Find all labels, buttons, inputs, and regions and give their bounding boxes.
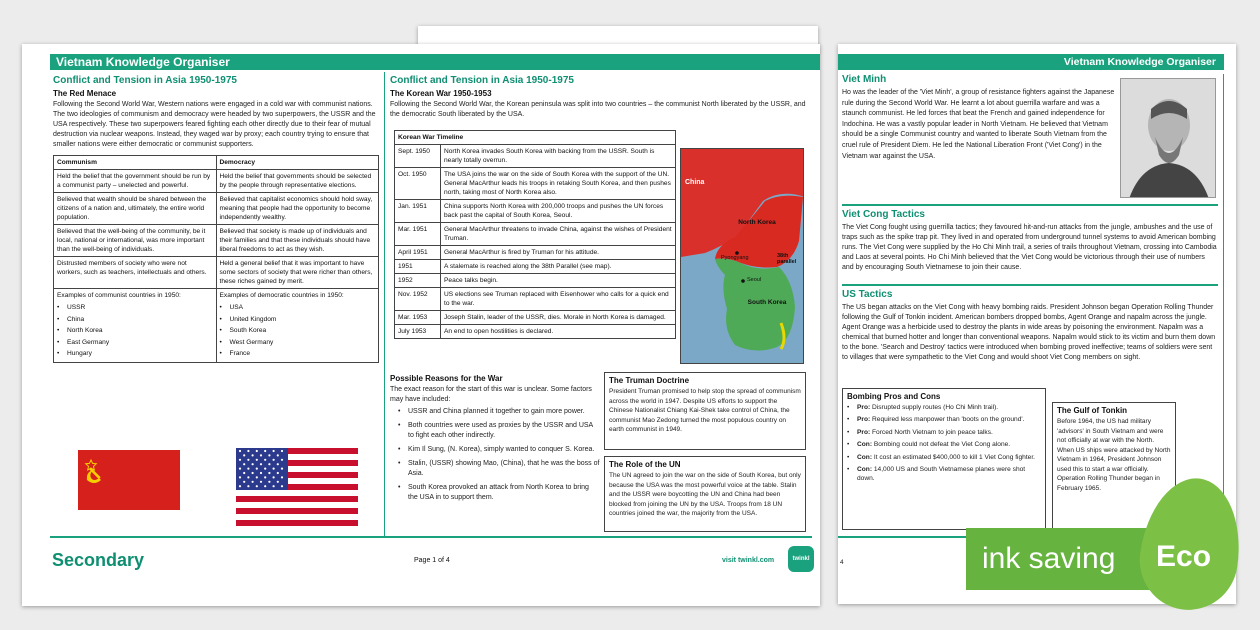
reasons-intro: The exact reason for the start of this war is unclear. Some factors may have included: [390, 386, 592, 403]
un-text: The UN agreed to join the war on the side of South Korea, but only because the USA was the most powerful voice at the table. Stalin and the USSR were boycotting the UN and China had been blocked from joining the UN by the USA. Troops from 18 UN countries joined the war, the majority from the USA. [609, 472, 801, 517]
ho-chi-minh-photo [1120, 78, 1216, 198]
timeline-event: A stalemate is reached along the 38th Parallel (see map). [441, 260, 676, 274]
timeline-row [395, 260, 676, 274]
timeline-row [395, 200, 676, 223]
page-2-header: Vietnam Knowledge Organiser [838, 54, 1224, 70]
bombing-item: • Pro: Required less manpower than 'boots on the ground'. [847, 415, 1041, 424]
viet-minh-text: Ho was the leader of the 'Viet Minh', a group of resistance fighters against the Japanese rule during the Second World War. He learnt a lot about guerrilla warfare and was a staunch communist. He led forces that beat the French and gained independence for Indochina. He was a vastly popular leader in North Vietnam. He believed that Vietnam should be a single Communist country and wanted to liberate South Vietnam from the cruel rule of President Diem. He led the National Liberation Front ('Viet Cong') in the Vietnam war against the USA. [842, 89, 1115, 160]
timeline-event: General MacArthur is fired by Truman for his attitude. [441, 246, 676, 260]
timeline-row [395, 168, 676, 200]
bombing-title: Bombing Pros and Cons [847, 392, 941, 401]
korean-war-heading: The Korean War 1950-1953 [390, 89, 492, 98]
reasons-title: Possible Reasons for the War [390, 374, 503, 383]
us-tactics-title: US Tactics [842, 289, 893, 300]
communist-examples: Examples of communist countries in 1950: • USSR • China • North Korea • East Germany • Hungary [54, 289, 217, 363]
map-label-north-korea: North Korea [738, 219, 776, 226]
timeline-date: Oct. 1950 [395, 168, 441, 200]
map-label-pyongyang: Pyongyang [721, 255, 749, 261]
viet-cong-tactics-text: The Viet Cong fought using guerrilla tactics; they favoured hit-and-run attacks from the jungle, ambushes and the use of traps such as the spike trap pit. They lived in and operated from underground tunnel systems to avoid American bombing runs. The Viet Cong were supplied by the Ho Chi Minh trail, a series of trails throughout Vietnam, crossing into Cambodia and Laos at several points. Ho Chi Minh believed that the Viet Cong would be victorious through their use of numbers and by encouraging South Vietnamese to join their cause. [842, 224, 1217, 271]
communism-header: Communism [54, 156, 217, 170]
gulf-of-tonkin-text: Before 1964, the US had military 'advisors' in South Vietnam and were not officially at war with the North. When US ships were attacked by North Vietnam in 1964, President Johnson used this to start a war officially. Operation Rolling Thunder began in February 1965. [1057, 418, 1171, 492]
map-label-south-korea: South Korea [747, 299, 787, 306]
us-tactics-section [842, 284, 1218, 363]
reasons-section [390, 374, 600, 503]
timeline-row [395, 246, 676, 260]
korean-war-intro: Following the Second World War, the Korean peninsula was split into two countries – the communist North liberated by the USSR, and the democratic South liberated by the USA. [390, 101, 806, 118]
usa-flag [236, 448, 358, 526]
secondary-label: Secondary [52, 550, 145, 570]
timeline-row [395, 325, 676, 339]
timeline-event: US elections see Truman replaced with Eisenhower who calls for a quick end to the war. [441, 288, 676, 311]
timeline-table [394, 130, 676, 339]
page-number: Page 1 of 4 [414, 557, 450, 564]
bombing-pros-cons-box [842, 388, 1046, 530]
timeline-date: Jan. 1951 [395, 200, 441, 223]
timeline-row [395, 288, 676, 311]
timeline-row [395, 311, 676, 325]
reason-item: • Both countries were used as proxies by the USSR and USA to fight each other indirectly. [398, 421, 600, 441]
table-row [54, 289, 379, 363]
right-section-title: Conflict and Tension in Asia 1950-1975 [390, 75, 574, 86]
democratic-examples: Examples of democratic countries in 1950: • USA • United Kingdom • South Korea • West Germany • France [216, 289, 379, 363]
map-label-38th-parallel: 38th parallel [777, 253, 797, 265]
timeline-date: July 1953 [395, 325, 441, 339]
timeline-event: Peace talks begin. [441, 274, 676, 288]
bombing-item: • Pro: Forced North Vietnam to join peace talks. [847, 428, 1041, 437]
timeline-event: General MacArthur threatens to invade China, against the wishes of President Truman. [441, 223, 676, 246]
timeline-event: North Korea invades South Korea with backing from the USSR. South is nearly totally overrun. [441, 145, 676, 168]
red-menace-text: Following the Second World War, Western nations were engaged in a cold war with communist nations. The two ideologies of communism and democracy were headed by two superpowers, the USSR and the USA respectively. These two superpowers feared fighting each other directly due to their fear of mutual destruction via nuclear weapons. Instead, they waged war by proxy; each country trying to ensure that smaller nations were either democratic or communist supporters. [53, 101, 376, 148]
truman-text: President Truman promised to help stop the spread of communism across the world in 1947. Despite US efforts to support the Chinese Nationalist Chiang Kai-Shek take control of China, the communist Mao Zedong turned the most populous country on earth communist in 1949. [609, 388, 801, 433]
democracy-header: Democracy [216, 156, 379, 170]
twinkl-badge-icon: twinkl [788, 546, 814, 572]
page-1-header: Vietnam Knowledge Organiser [50, 54, 820, 70]
map-label-seoul: Seoul [747, 277, 762, 283]
page-2-footer-page: 4 [840, 559, 844, 566]
map-label-china: China [685, 179, 705, 186]
table-row: Held the belief that the government should be run by a communist party – unelected and powerful. Held the belief that governments should be selected by the people through representative elections. [54, 170, 379, 193]
twinkl-link[interactable]: visit twinkl.com [722, 557, 775, 564]
left-section-title: Conflict and Tension in Asia 1950-1975 [53, 75, 237, 86]
timeline-event: The USA joins the war on the side of South Korea with the support of the UN. General MacArthur leads his troops in retaking South Korea, and then pushes north, taking most of North Korea also. [441, 168, 676, 200]
timeline-row [395, 274, 676, 288]
bombing-item: • Con: Bombing could not defeat the Viet Cong alone. [847, 440, 1041, 449]
table-row: Believed that the well-being of the community, be it local, national or international, was more important than the well-being of individuals. Believed that society is made up of individuals and their families and that these individuals should have liberal freedoms to act as they wish. [54, 225, 379, 257]
timeline-event: China supports North Korea with 200,000 troops and pushes the UN forces back past the capital of South Korea, Seoul. [441, 200, 676, 223]
reason-item: • USSR and China planned it together to gain more power. [398, 407, 600, 417]
bombing-item: • Con: 14,000 US and South Vietnamese planes were shot down. [847, 465, 1041, 484]
un-title: The Role of the UN [609, 460, 681, 469]
bombing-item: • Pro: Disrupted supply routes (Ho Chi Minh trail). [847, 403, 1041, 412]
timeline-row [395, 145, 676, 168]
truman-doctrine-box [604, 372, 806, 450]
red-menace-heading: The Red Menace [53, 89, 117, 98]
timeline-date: Sept. 1950 [395, 145, 441, 168]
bombing-item: • Con: It cost an estimated $400,000 to kill 1 Viet Cong fighter. [847, 453, 1041, 462]
timeline-row [395, 223, 676, 246]
reason-item: • South Korea provoked an attack from North Korea to bring the USA in to support them. [398, 483, 600, 503]
timeline-event: Joseph Stalin, leader of the USSR, dies. Morale in North Korea is damaged. [441, 311, 676, 325]
us-tactics-text: The US began attacks on the Viet Cong with heavy bombing raids. President Johnson began Operation Rolling Thunder following the Gulf of Tonkin incident. American bombers dropped bombs, Agent Orange and napalm across the jungle. Agent Orange was a herbicide used to destroy the plants in wide areas by poisoning the environment. Napalm was a chemical that burned hotter and longer than conventional weapons. Napalm would stick to its victim and burn them down to the bone. 'Search and Destroy' tactics were introduced when bombing proved ineffective; teams of soldiers were sent to villages that were sympathetic to the Viet Cong and would shoot Viet Cong members on sight. [842, 304, 1216, 361]
viet-cong-tactics-section [842, 204, 1218, 273]
role-of-un-box [604, 456, 806, 532]
right-column [385, 72, 812, 536]
reason-item: • Kim Il Sung, (N. Korea), simply wanted to conquer S. Korea. [398, 445, 600, 455]
timeline-date: Mar. 1951 [395, 223, 441, 246]
reason-item: • Stalin, (USSR) showing Mao, (China), that he was the boss of Asia. [398, 459, 600, 479]
page-1[interactable] [22, 44, 820, 606]
eco-badge-label: Eco [1156, 540, 1212, 573]
timeline-date: Mar. 1953 [395, 311, 441, 325]
ideology-table [53, 155, 379, 363]
truman-title: The Truman Doctrine [609, 376, 690, 385]
timeline-event: An end to open hostilities is declared. [441, 325, 676, 339]
ussr-flag [78, 450, 180, 510]
timeline-date: Nov. 1952 [395, 288, 441, 311]
timeline-date: April 1951 [395, 246, 441, 260]
left-column [50, 72, 385, 536]
viet-minh-section [842, 74, 1118, 162]
viet-minh-title: Viet Minh [842, 74, 887, 85]
viet-cong-tactics-title: Viet Cong Tactics [842, 209, 925, 220]
table-row: Distrusted members of society who were not workers, such as teachers, intellectuals and others. Held a general belief that it was important to have some sectors of society that were richer than others, these riches gained by merit. [54, 257, 379, 289]
korea-map [680, 148, 804, 364]
timeline-title: Korean War Timeline [395, 131, 676, 145]
timeline-date: 1951 [395, 260, 441, 274]
table-row: Believed that wealth should be shared between the citizens of a nation and, ultimately, the entire world population. Believed that capitalist economics should hold sway, meaning that people had the opportunity to become independently wealthy. [54, 193, 379, 225]
gulf-of-tonkin-title: The Gulf of Tonkin [1057, 406, 1128, 415]
ink-saving-label: ink saving [982, 542, 1116, 575]
timeline-date: 1952 [395, 274, 441, 288]
ink-saving-banner [966, 528, 1168, 590]
